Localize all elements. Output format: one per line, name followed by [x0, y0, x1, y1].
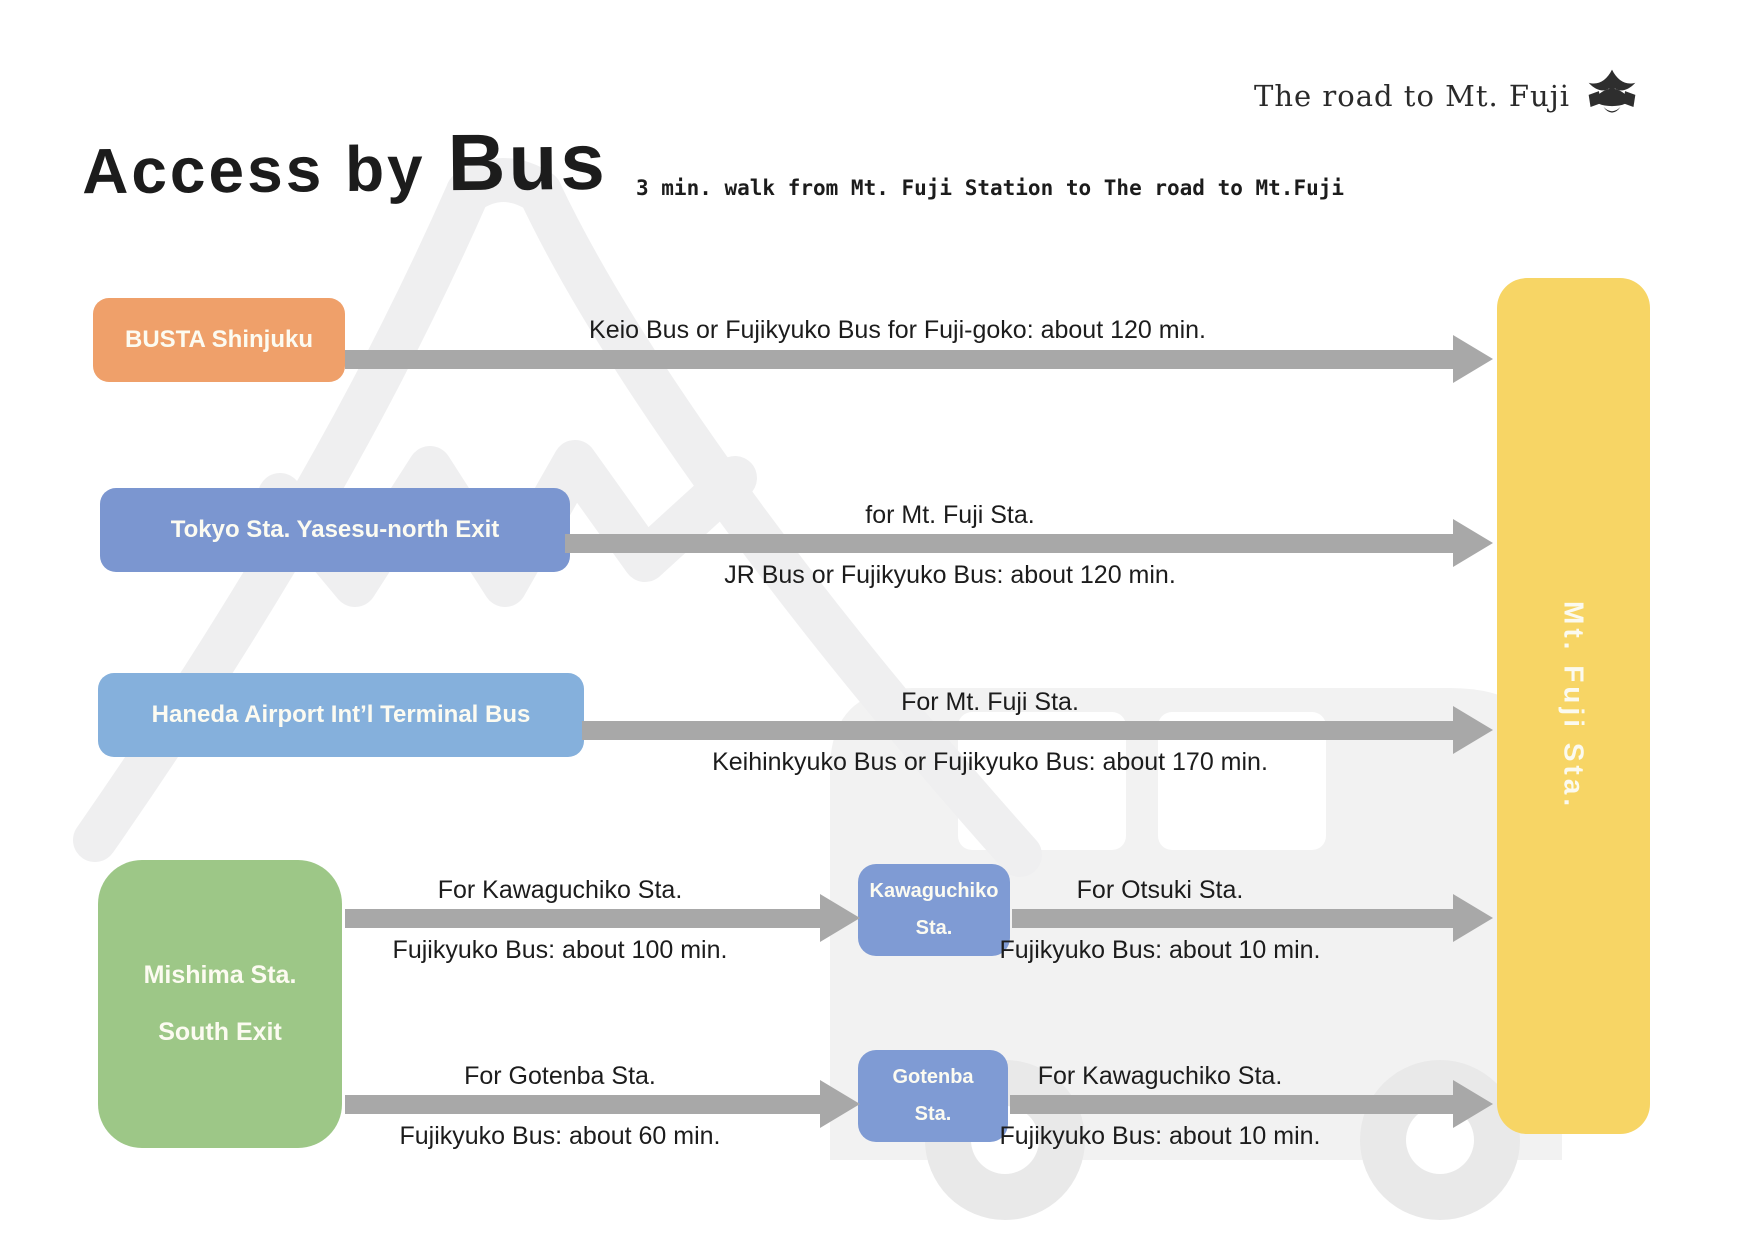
route-arrow-shaft	[345, 350, 1453, 369]
origin-box-label-line1: Mishima Sta.	[143, 961, 297, 989]
route-label-below: Fujikyuko Bus: about 60 min.	[399, 1122, 721, 1150]
destination-label: Mt. Fuji Sta.	[1558, 601, 1590, 811]
origin-box-haneda-airport	[98, 673, 584, 757]
route-label-above: For Gotenba Sta.	[464, 1062, 656, 1090]
logo-text: The road to Mt. Fuji	[1254, 78, 1570, 113]
route-label-above: For Kawaguchiko Sta.	[1037, 1062, 1283, 1090]
route-arrow-head	[1453, 335, 1493, 383]
page-title-part2: Bus	[447, 116, 609, 208]
route-label-below: Fujikyuko Bus: about 10 min.	[999, 936, 1321, 964]
route-arrow-shaft	[565, 534, 1453, 553]
origin-box-busta-shinjuku	[93, 298, 345, 382]
route-label-above: for Mt. Fuji Sta.	[865, 501, 1035, 529]
route-arrow-head	[820, 894, 860, 942]
route-arrow-shaft	[1010, 1095, 1453, 1114]
origin-box-label: Tokyo Sta. Yasesu-north Exit	[170, 516, 500, 543]
site-logo	[1160, 68, 1640, 123]
route-arrow-shaft	[582, 721, 1453, 740]
route-label-below: Fujikyuko Bus: about 100 min.	[392, 936, 728, 964]
route-label-below: Keihinkyuko Bus or Fujikyuko Bus: about 170 min.	[712, 748, 1268, 776]
page-subtitle: 3 min. walk from Mt. Fuji Station to The road to Mt.Fuji	[636, 176, 1345, 200]
route-arrow-shaft	[1012, 909, 1453, 928]
via-box-label-line2: Sta.	[915, 917, 953, 939]
page-title-part1: Access by	[81, 132, 427, 208]
route-arrow-head	[1453, 894, 1493, 942]
route-label-below: Fujikyuko Bus: about 10 min.	[999, 1122, 1321, 1150]
route-arrow-shaft	[345, 1095, 820, 1114]
route-label-above: Keio Bus or Fujikyuko Bus for Fuji-goko: about 120 min.	[589, 316, 1206, 344]
route-label-above: For Otsuki Sta.	[1076, 876, 1244, 904]
origin-box-label: BUSTA Shinjuku	[125, 326, 313, 353]
route-arrow-head	[1453, 1080, 1493, 1128]
route-arrow-shaft	[345, 909, 820, 928]
route-arrow-head	[1453, 519, 1493, 567]
origin-box-label: Haneda Airport Int’l Terminal Bus	[151, 701, 531, 728]
route-arrow-head	[820, 1080, 860, 1128]
route-label-above: For Mt. Fuji Sta.	[901, 688, 1079, 716]
origin-box-label-line2: South Exit	[158, 1018, 282, 1046]
via-box-label-line1: Kawaguchiko	[869, 880, 999, 902]
page-title	[82, 116, 609, 213]
via-box-label-line2: Sta.	[914, 1103, 952, 1125]
route-arrow-head	[1453, 706, 1493, 754]
destination-box-mt-fuji-sta	[1497, 278, 1650, 1134]
route-label-above: For Kawaguchiko Sta.	[437, 876, 683, 904]
route-label-below: JR Bus or Fujikyuko Bus: about 120 min.	[724, 561, 1176, 589]
kabuto-helmet-icon	[1584, 68, 1640, 123]
via-box-label-line1: Gotenba	[892, 1066, 974, 1088]
